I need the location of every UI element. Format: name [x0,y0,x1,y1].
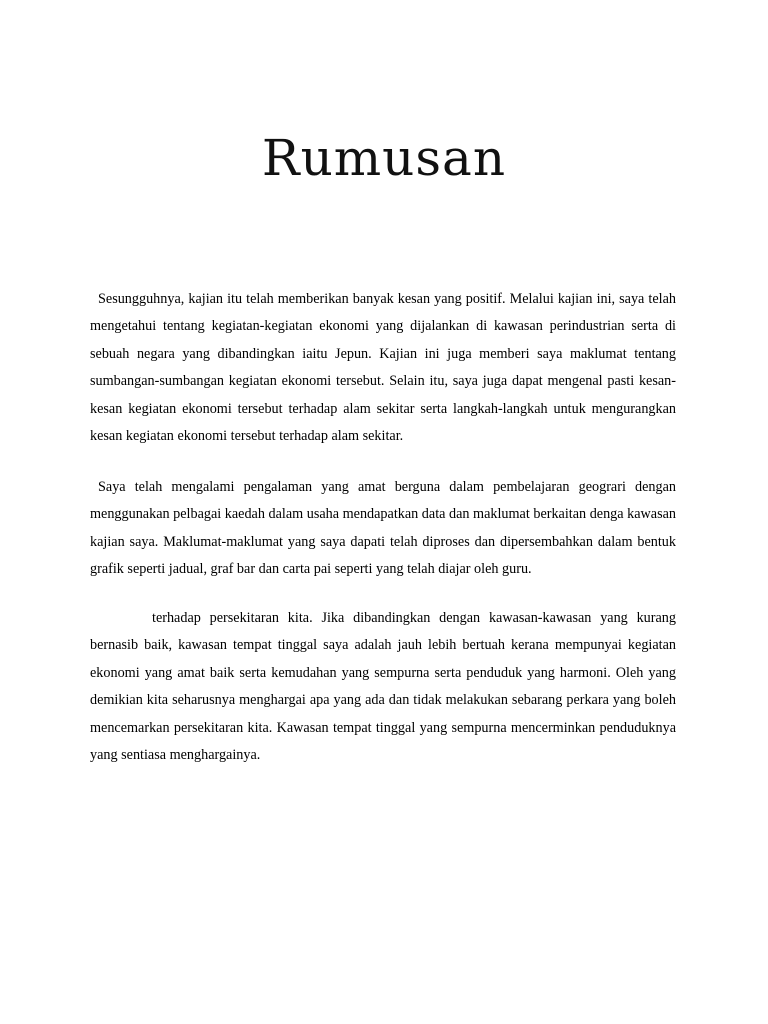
paragraph-2: Saya telah mengalami pengalaman yang amat berguna dalam pembelajaran geograri dengan menggunakan pelbagai kaedah dalam usaha mendapatkan data dan maklumat berkaitan denga kawasan kajian saya. Maklumat-maklumat yang saya dapati telah diproses dan dipersembahkan dalam bentuk grafik seperti jadual, graf bar dan carta pai seperti yang telah diajar oleh guru. [90,479,676,578]
paragraph-1: Sesungguhnya, kajian itu telah memberikan banyak kesan yang positif. Melalui kajian ini, saya telah mengetahui tentang kegiatan-kegiatan ekonomi yang dijalankan di kawasan perindustrian serta di sebuah negara yang dibandingkan iaitu Jepun. Kajian ini juga memberi saya maklumat tentang sumbangan-sumbangan kegiatan ekonomi tersebut. Selain itu, saya juga dapat mengenal pasti kesan-kesan kegiatan ekonomi tersebut terhadap alam sekitar serta langkah-langkah untuk mengurangkan kesan kegiatan ekonomi tersebut terhadap alam sekitar. [90,291,676,445]
page-title: Rumusan [261,129,507,187]
paragraph-3: terhadap persekitaran kita. Jika dibandingkan dengan kawasan-kawasan yang kurang bernasib baik, kawasan tempat tinggal saya adalah jauh lebih bertuah kerana mempunyai kegiatan ekonomi yang amat baik serta kemudahan yang sempurna serta penduduk yang harmoni. Oleh yang demikian kita seharusnya menghargai apa yang ada dan tidak melakukan sebarang perkara yang boleh mencemarkan persekitaran kita. Kawasan tempat tinggal yang sempurna mencerminkan penduduknya yang sentiasa menghargainya. [90,610,676,764]
